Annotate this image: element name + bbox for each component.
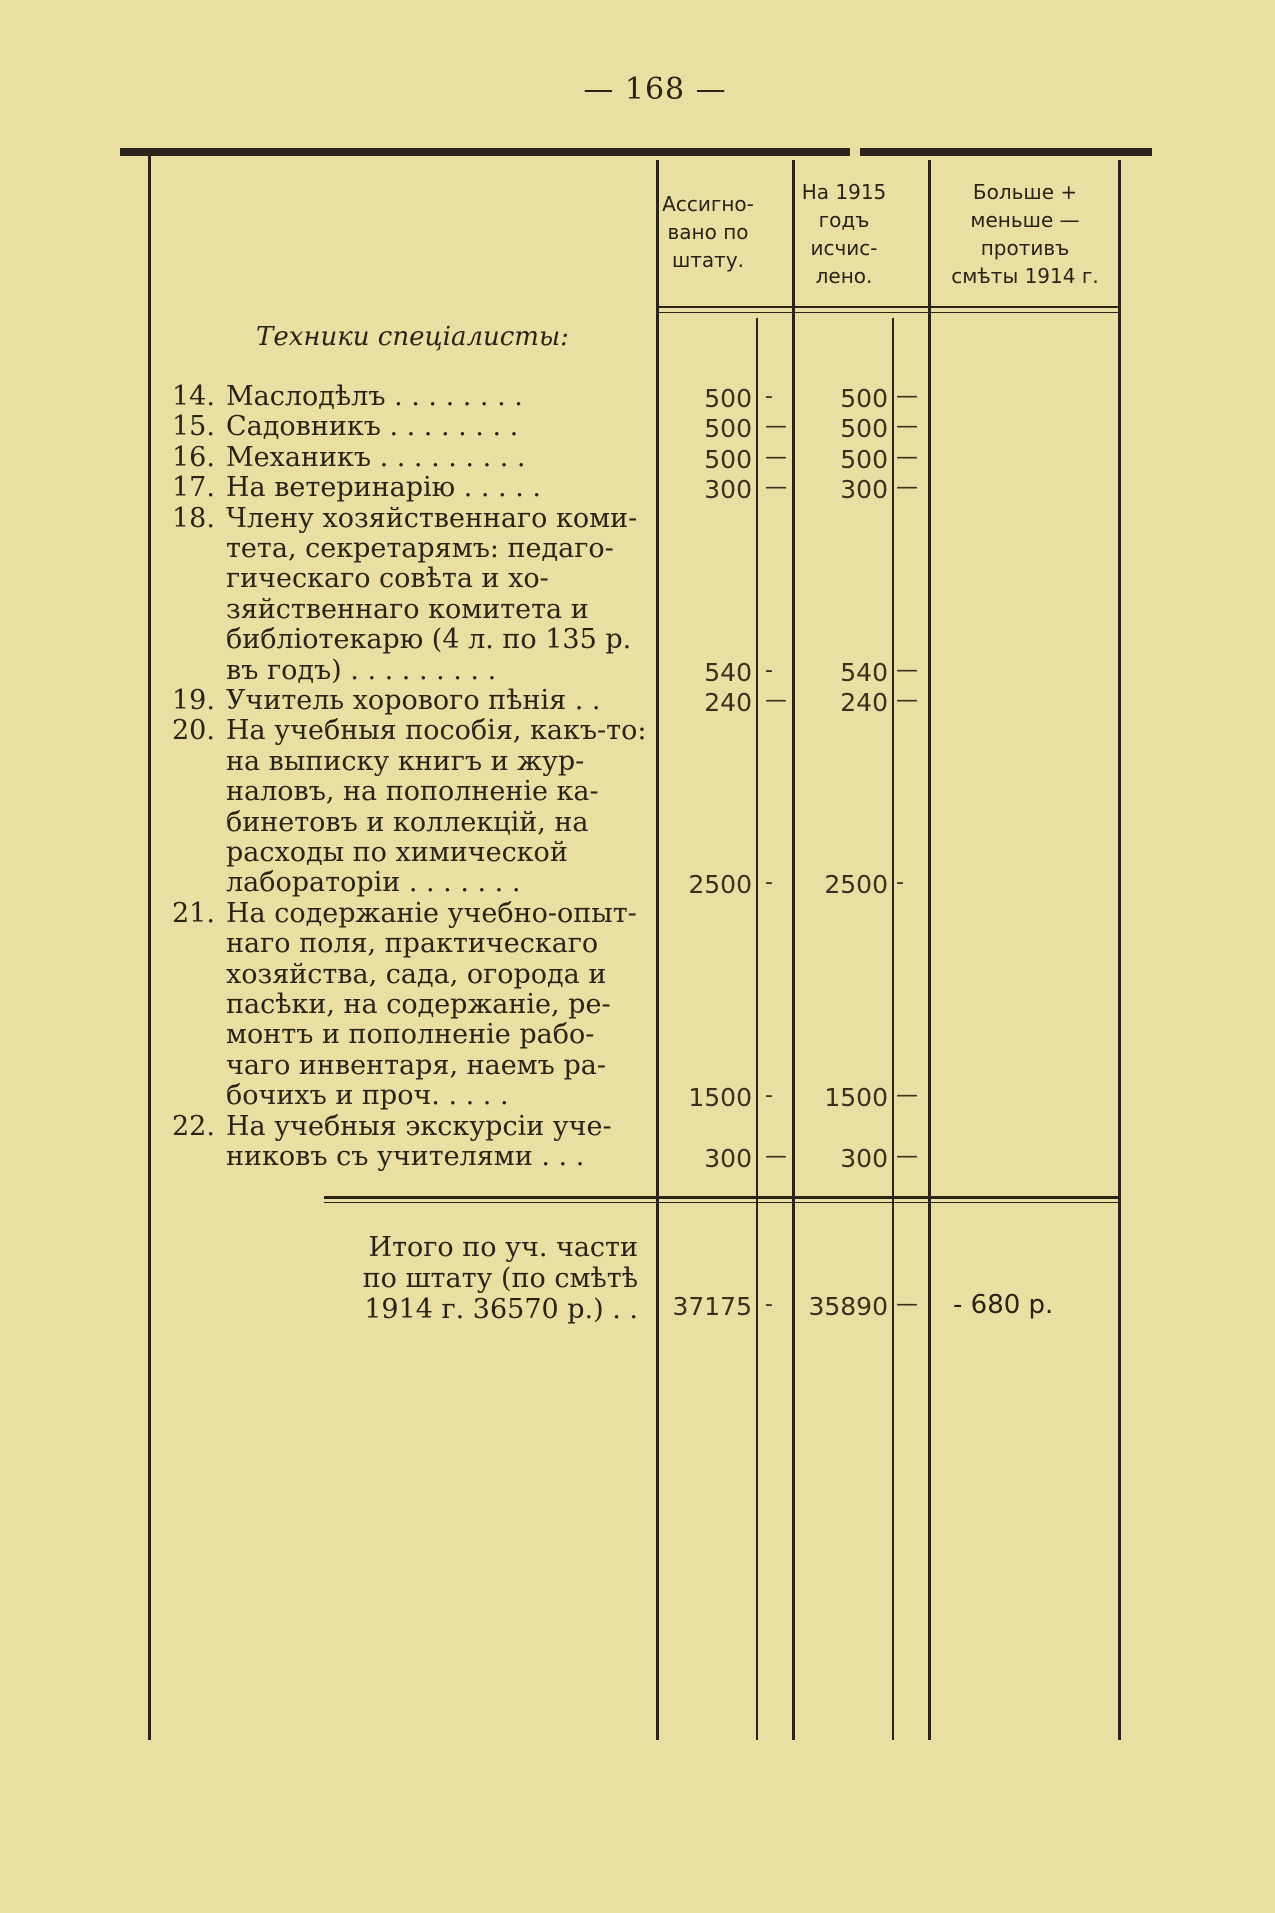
top-rule-left [120,148,850,156]
row-calculated-value: 1500 [824,1083,888,1113]
header-rule [656,306,1118,308]
row-number: 19. [172,685,215,716]
row-dash-1: - [765,1083,773,1109]
row-number: 18. [172,502,215,534]
row-dash-2: — [896,444,918,470]
row-label [172,412,652,442]
section-title: Техники спеціалисты: [256,322,569,352]
row-label [172,504,652,686]
row-number: 16. [172,441,215,473]
row-label [172,382,652,412]
row-label [172,1112,652,1173]
row-assigned-value: 300 [704,1144,752,1173]
row-dash-1: - [765,870,773,896]
row-dash-2: — [896,1144,918,1169]
row-number: 21. [172,897,215,929]
row-assigned-value: 540 [704,657,752,687]
table-right-border [1118,160,1121,1740]
row-text-line: хозяйства, сада, огорода и [226,958,607,990]
row-dash-2: — [896,414,918,440]
row-text-line: бочихъ и проч. . . . . [226,1080,509,1112]
row-number: 20. [172,715,215,747]
page-number: — 168 — [583,72,727,107]
row-text-line: На учебныя экскурсіи уче- [226,1110,612,1142]
row-label [172,899,652,1112]
row-calculated-value: 500 [840,444,888,474]
row-dash-1: - [765,384,773,409]
row-label [172,473,652,503]
row-text-line: тета, секретарямъ: педаго- [226,533,614,564]
col2-sub-border [892,318,894,1740]
total-dash-2: — [896,1292,918,1317]
row-dash-2: — [896,384,918,409]
col2-left-border [792,160,795,1740]
row-text-line: наго поля, практическаго [226,928,599,960]
row-text-line: Члену хозяйственнаго коми- [226,502,638,534]
row-label [172,716,652,898]
row-dash-2: — [896,688,918,713]
row-label [172,686,652,716]
row-assigned-value: 500 [704,444,752,474]
row-text-line: Маслодѣлъ . . . . . . . . [226,381,523,412]
col1-left-border [656,160,659,1740]
row-text-line: Учитель хорового пѣнія . . [226,685,601,716]
table-left-border [148,156,151,1740]
row-text-line: библіотекарю (4 л. по 135 р. [226,624,632,656]
col3-left-border [928,160,931,1740]
row-assigned-value: 500 [704,414,752,444]
row-dash-1: — [765,1144,787,1169]
row-number: 14. [172,381,215,412]
row-calculated-value: 500 [840,384,888,413]
row-dash-2: — [896,1083,918,1109]
row-number: 15. [172,411,215,443]
row-text-line: монтъ и пополненіе рабо- [226,1019,595,1051]
row-text-line: гическаго совѣта и хо- [226,563,549,595]
row-text-line: пасѣки, на содержаніе, ре- [226,989,611,1021]
row-text-line: Механикъ . . . . . . . . . [226,441,526,473]
row-calculated-value: 540 [840,657,888,687]
total-dash-1: - [765,1292,773,1317]
header-calculated-1915: На 1915 годъ исчис- лено. [801,180,887,288]
row-text-line: зяйственнаго комитета и [226,593,589,625]
total-assigned: 37175 [672,1292,752,1321]
row-text-line: лабораторіи . . . . . . . [226,867,521,899]
row-assigned-value: 1500 [688,1083,752,1113]
total-label: Итого по уч. части по штату (по смѣтѣ 1914 г. 36570 р.) . . [362,1232,638,1325]
row-assigned-value: 2500 [688,870,752,900]
row-calculated-value: 300 [840,475,888,505]
row-dash-1: — [765,475,787,501]
row-text-line: расходы по химической [226,837,568,869]
row-text-line: бинетовъ и коллекцій, на [226,806,589,838]
row-dash-1: — [765,444,787,470]
row-assigned-value: 240 [704,688,752,717]
row-label [172,443,652,473]
total-rule [324,1196,1118,1199]
row-calculated-value: 2500 [824,870,888,900]
row-dash-2: - [896,870,904,896]
row-dash-2: — [896,657,918,683]
total-rule-2 [324,1202,1118,1203]
row-text-line: На ветеринарію . . . . . [226,472,541,504]
row-text-line: наловъ, на пополненіе ка- [226,776,599,808]
total-calculated: 35890 [808,1292,888,1321]
row-dash-1: — [765,688,787,713]
top-rule-right [860,148,1152,156]
row-assigned-value: 300 [704,475,752,505]
row-text-line: На учебныя пособія, какъ-то: [226,715,647,747]
row-text-line: на выписку книгъ и жур- [226,745,585,777]
row-text-line: На содержаніе учебно-опыт- [226,897,637,929]
row-calculated-value: 500 [840,414,888,444]
row-calculated-value: 300 [840,1144,888,1173]
col1-sub-border [756,318,758,1740]
row-assigned-value: 500 [704,384,752,413]
row-text-line: никовъ съ учителями . . . [226,1141,585,1172]
row-text-line: Садовникъ . . . . . . . . [226,411,519,443]
row-number: 22. [172,1110,215,1142]
row-text-line: въ годъ) . . . . . . . . . [226,654,497,686]
row-number: 17. [172,472,215,504]
row-dash-1: - [765,657,773,683]
row-calculated-value: 240 [840,688,888,717]
total-difference: - 680 р. [953,1290,1054,1320]
header-rule-2 [656,312,1118,313]
row-text-line: чаго инвентаря, наемъ ра- [226,1049,606,1081]
row-dash-1: — [765,414,787,440]
header-difference: Больше + меньше — противъ смѣты 1914 г. [951,180,1099,288]
row-dash-2: — [896,475,918,501]
header-assigned: Ассигно- вано по штату. [662,192,754,272]
